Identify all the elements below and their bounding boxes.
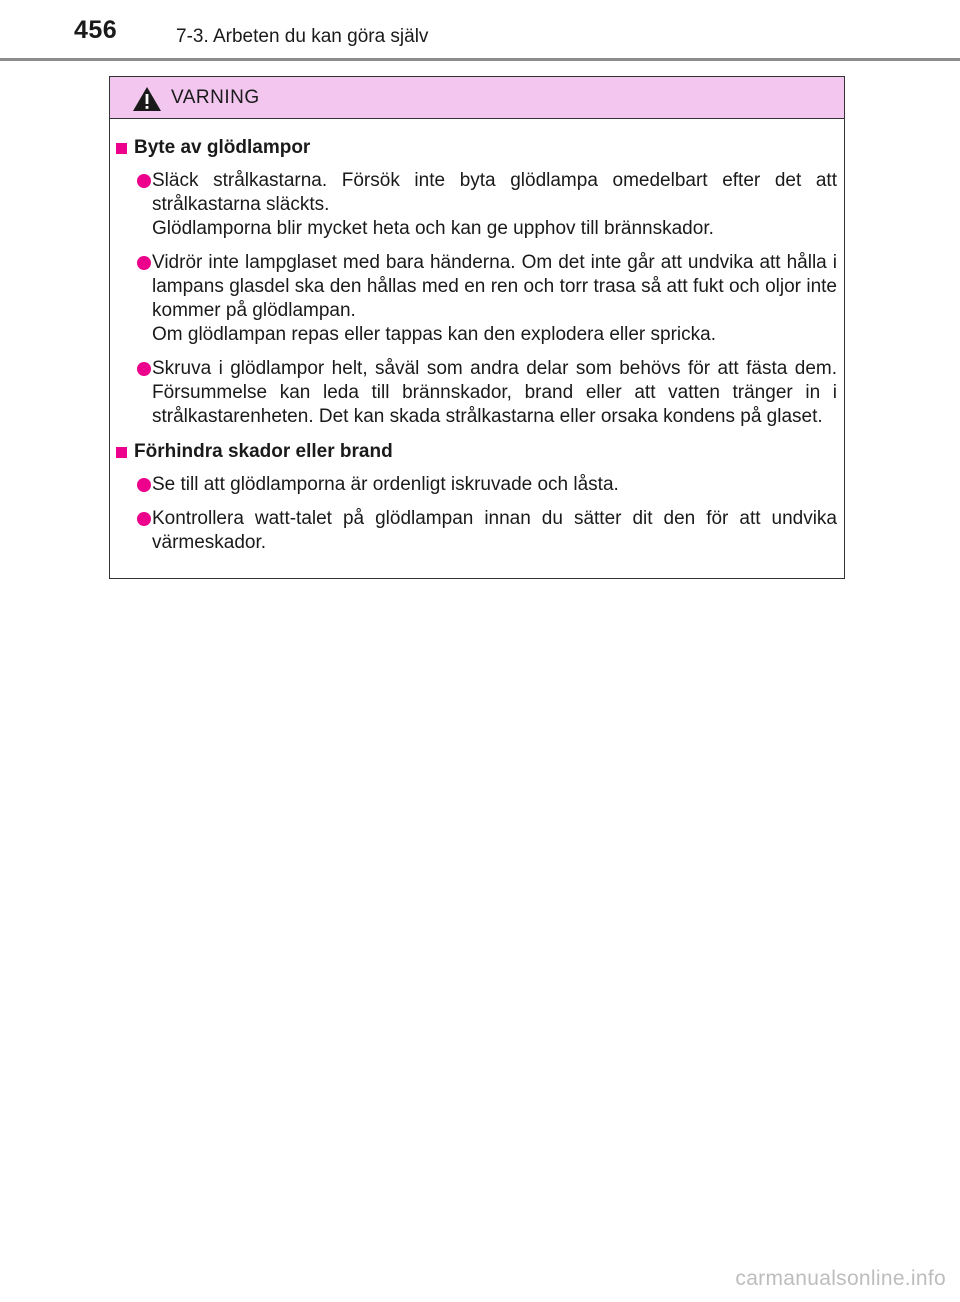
warning-box [109, 76, 845, 579]
circle-bullet-icon [137, 256, 151, 270]
circle-bullet-icon [137, 478, 151, 492]
section-heading [116, 439, 837, 465]
list-item [116, 357, 837, 429]
section-heading [116, 135, 837, 161]
list-item [116, 251, 837, 347]
square-bullet-icon [116, 447, 127, 458]
list-item-note: Glödlamporna blir mycket heta och kan ge upphov till brännskador. [152, 218, 714, 239]
warning-triangle-icon [132, 86, 162, 112]
list-item-text: Skruva i glödlampor helt, såväl som andra delar som behövs för att fästa dem. Försummelse kan leda till brännskador, brand eller att vatten tränger in i strålkastarenheten. Det kan skada strålkastarna eller orsaka kondens på glaset. [152, 358, 837, 427]
warning-header [110, 77, 844, 119]
list-item-text: Kontrollera watt-talet på glödlampan innan du sätter dit den för att undvika värmeskador. [152, 508, 837, 553]
page-number: 456 [74, 16, 118, 44]
watermark: carmanualsonline.info [735, 1267, 946, 1290]
list-item-text: Se till att glödlamporna är ordenligt iskruvade och låsta. [152, 474, 619, 495]
circle-bullet-icon [137, 512, 151, 526]
list-item-text: Släck strålkastarna. Försök inte byta glödlampa omedelbart efter det att strålkastarna släckts. [152, 170, 837, 215]
header-divider [0, 58, 960, 61]
list-item-text: Vidrör inte lampglaset med bara händerna. Om det inte går att undvika att hålla i lampans glasdel ska den hållas med en ren och torr trasa så att fukt och oljor inte kommer på glödlampan. [152, 252, 837, 321]
circle-bullet-icon [137, 362, 151, 376]
circle-bullet-icon [137, 174, 151, 188]
page-header [0, 0, 960, 62]
warning-body [110, 119, 844, 555]
list-item [116, 169, 837, 241]
square-bullet-icon [116, 143, 127, 154]
list-item [116, 473, 837, 497]
warning-label: VARNING [171, 87, 260, 108]
section-heading-text: Förhindra skador eller brand [134, 441, 393, 462]
list-item [116, 507, 837, 555]
section-heading-text: Byte av glödlampor [134, 137, 311, 158]
section-title: 7-3. Arbeten du kan göra själv [176, 26, 429, 47]
list-item-note: Om glödlampan repas eller tappas kan den explodera eller spricka. [152, 324, 716, 345]
